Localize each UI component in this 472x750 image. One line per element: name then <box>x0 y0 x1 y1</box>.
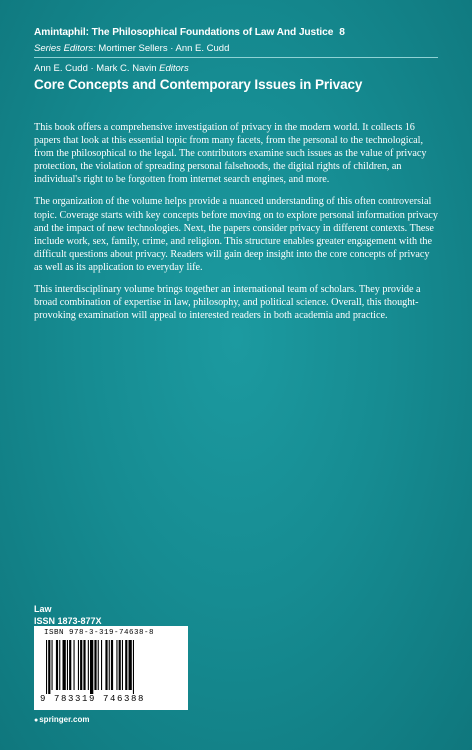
series-title-line <box>34 27 454 38</box>
issn: ISSN 1873-877X <box>34 616 102 626</box>
subject-category: Law <box>34 604 52 614</box>
series-number: 8 <box>339 27 345 38</box>
book-editors-line <box>34 63 454 74</box>
series-editors-line <box>34 43 454 54</box>
publisher-url: springer.com <box>39 715 90 724</box>
series-editors-label: Series Editors: <box>34 43 96 54</box>
series-header <box>34 27 454 54</box>
series-title: Amintaphil: The Philosophical Foundations of Law And Justice <box>34 27 334 38</box>
publisher <box>34 715 89 724</box>
springer-logo-icon: ● <box>34 717 39 724</box>
book-meta <box>34 603 102 627</box>
book-header <box>34 63 454 92</box>
barcode <box>34 626 188 710</box>
barcode-bars <box>38 640 184 694</box>
book-editors-label: Editors <box>159 63 189 74</box>
book-editors: Ann E. Cudd · Mark C. Navin <box>34 63 157 74</box>
description-paragraph-2: The organization of the volume helps provide a nuanced understanding of this often controversial topic. Coverage starts with key concepts before moving on to explore personal information privacy and the impact of new technologies. Next, the papers consider privacy in different contexts. These include work, sex, family, crime, and religion. This structure enables greater engagement with the difficult questions about privacy. Readers will gain deep insight into the core concepts of privacy as well as its application to everyday life. <box>34 196 438 273</box>
description-paragraph-1: This book offers a comprehensive investigation of privacy in the modern world. It collects 16 papers that look at this essential topic from many facets, from the personal to the technological, from the philosophical to the legal. The contributors examine such issues as the value of privacy protection, the violation of spreading personal falsehoods, the digital rights of children, an individual's right to be forgotten from internet search engines, and more. <box>34 122 427 186</box>
header-divider <box>34 57 438 58</box>
book-title: Core Concepts and Contemporary Issues in Privacy <box>34 77 363 92</box>
isbn-label: ISBN 978-3-319-74638-8 <box>44 629 155 637</box>
series-editors: Mortimer Sellers · Ann E. Cudd <box>98 43 230 54</box>
book-description <box>34 121 440 331</box>
description-paragraph-3: This interdisciplinary volume brings together an international team of scholars. They provide a broad combination of expertise in law, philosophy, and political science. Overall, this thought-provoking examination will appeal to interested readers in both academia and practice. <box>34 284 421 322</box>
barcode-digits: 9 783319 746388 <box>40 694 146 704</box>
